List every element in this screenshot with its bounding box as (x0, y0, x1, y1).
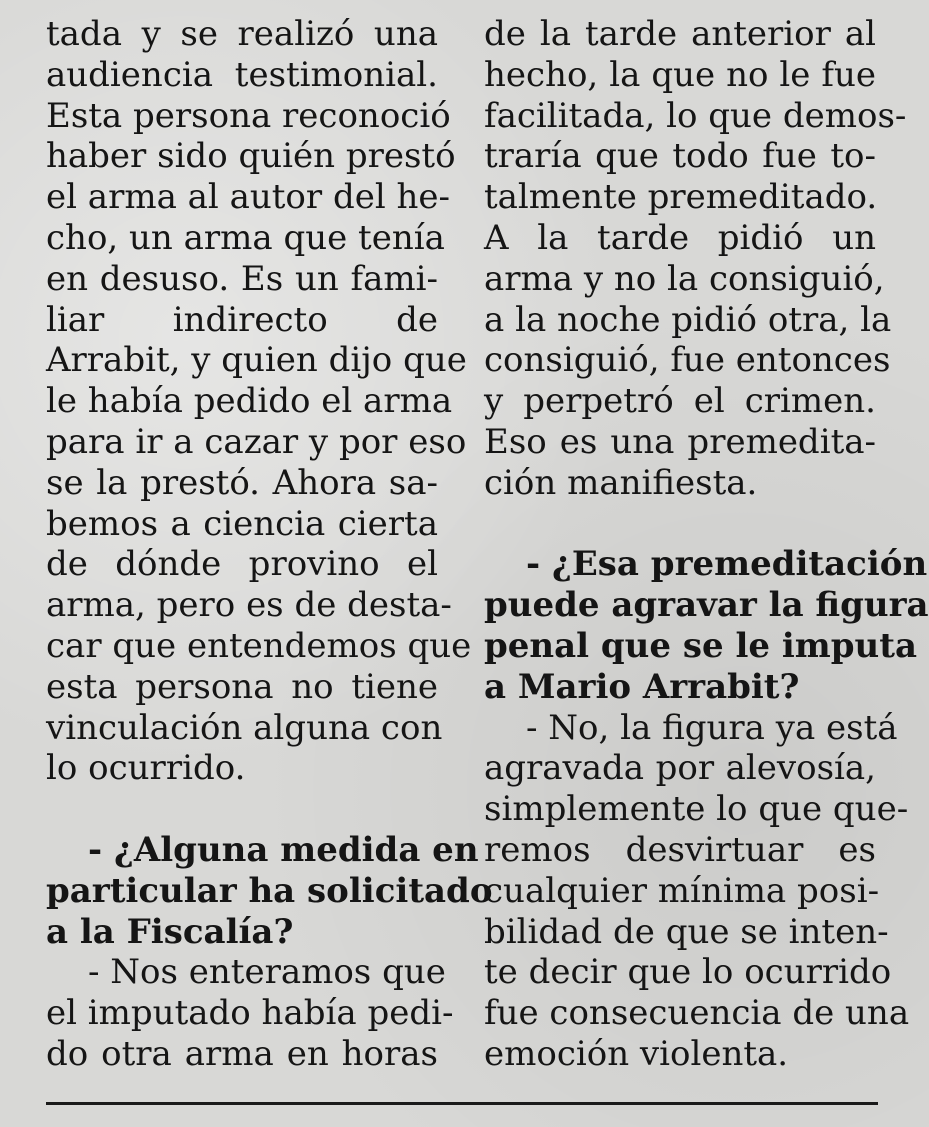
interview-question-line: penal que se le imputa (484, 625, 917, 666)
body-line: Eso es una premedita- (484, 421, 876, 462)
interview-question-line: - ¿Esa premeditación (526, 544, 928, 585)
interview-question-line: a Mario Arrabit? (484, 666, 800, 707)
body-line: y perpetró el crimen. (484, 381, 876, 422)
interview-question-line: puede agravar la figura (484, 585, 929, 626)
body-line: consiguió, fue entonces (484, 340, 891, 381)
body-line: de la tarde anterior al (484, 14, 876, 54)
interview-question-line: - ¿Alguna medida en (88, 829, 479, 870)
body-line: esta persona no tiene (46, 666, 438, 707)
bottom-divider-rule (46, 1102, 878, 1105)
interview-answer-line: el imputado había pedi- (46, 993, 454, 1034)
body-line: ción manifiesta. (484, 462, 758, 503)
interview-answer-line: simplemente lo que que- (484, 789, 909, 830)
body-line: de dónde provino el (46, 544, 438, 585)
interview-answer-line: remos desvirtuar es (484, 829, 876, 870)
interview-answer-line: - No, la figura ya está (526, 707, 898, 748)
body-line: facilitada, lo que demos- (484, 95, 907, 136)
paragraph-gap (484, 504, 876, 545)
body-line: talmente premeditado. (484, 177, 878, 218)
body-line: traría que todo fue to- (484, 136, 876, 177)
body-line: arma y no la consiguió, (484, 258, 885, 299)
interview-answer-line: agravada por alevosía, (484, 748, 876, 789)
interview-answer-line: - Nos enteramos que (88, 952, 446, 993)
interview-answer-line: cualquier mínima posi- (484, 870, 880, 911)
article-left-column (46, 14, 493, 1075)
body-line: bemos a ciencia cierta (46, 503, 438, 544)
interview-answer-line: te decir que lo ocurrido (484, 952, 892, 993)
body-line: haber sido quién prestó (46, 136, 456, 177)
interview-answer-line: emoción violenta. (484, 1033, 789, 1074)
interview-question-line: particular ha solicitado (46, 870, 493, 911)
body-line: Esta persona reconoció (46, 95, 451, 136)
body-line: lo ocurrido. (46, 748, 246, 789)
paragraph-gap (46, 789, 438, 830)
body-line: cho, un arma que tenía (46, 217, 445, 258)
body-line: car que entendemos que (46, 625, 472, 666)
body-line: hecho, la que no le fue (484, 54, 876, 95)
body-line: para ir a cazar y por eso (46, 421, 467, 462)
interview-answer-line: do otra arma en horas (46, 1033, 438, 1074)
interview-answer-line: fue consecuencia de una (484, 993, 910, 1034)
body-line: A la tarde pidió un (484, 217, 876, 258)
body-line: el arma al autor del he- (46, 177, 451, 218)
body-line: liar indirecto de (46, 299, 438, 340)
body-line: vinculación alguna con (46, 707, 443, 748)
article-right-column (484, 14, 929, 1075)
body-line: tada y se realizó una (46, 14, 438, 54)
body-line: arma, pero es de desta- (46, 585, 452, 626)
body-line: audiencia testimonial. (46, 54, 438, 95)
interview-answer-line: bilidad de que se inten- (484, 911, 889, 952)
body-line: se la prestó. Ahora sa- (46, 462, 438, 503)
interview-question-line: a la Fiscalía? (46, 911, 294, 952)
body-line: le había pedido el arma (46, 381, 453, 422)
body-line: Arrabit, y quien dijo que (46, 340, 467, 381)
body-line: a la noche pidió otra, la (484, 299, 892, 340)
body-line: en desuso. Es un fami- (46, 258, 438, 299)
